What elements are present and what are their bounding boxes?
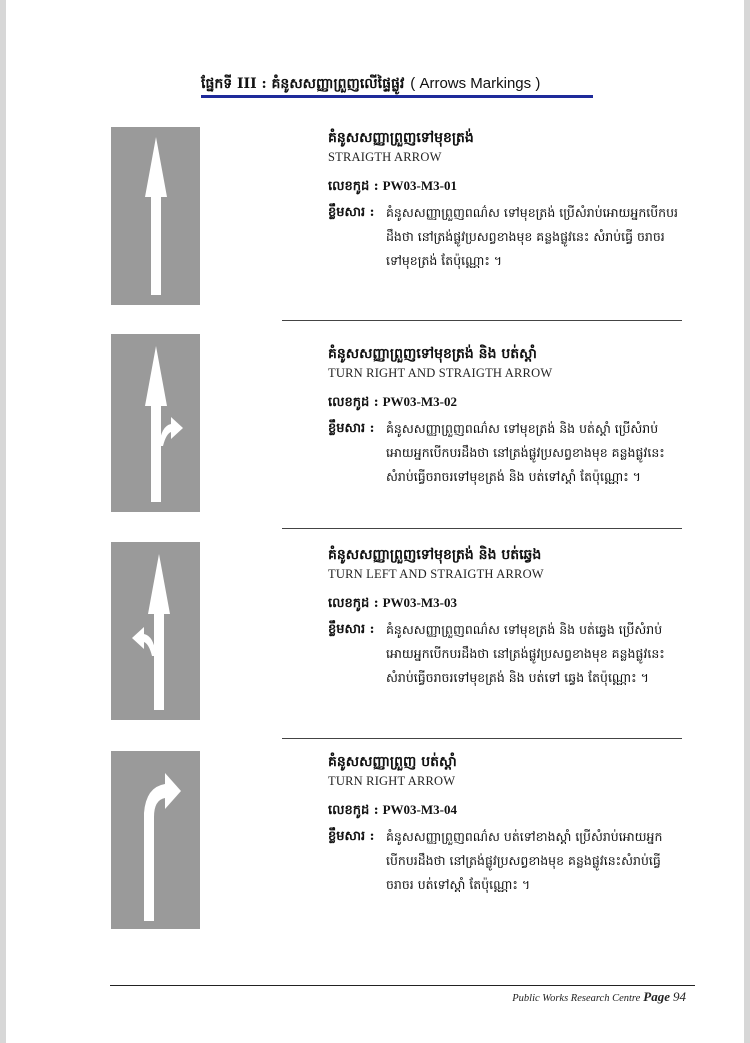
marking-tile-2	[111, 334, 200, 512]
marking-title-khmer: គំនូសសញ្ញាព្រួញទៅមុខត្រង់ និង បត់ឆ្វេង	[328, 547, 542, 563]
marking-title-khmer: គំនូសសញ្ញាព្រួញ បត់ស្តាំ	[328, 754, 457, 770]
meaning-label: ខ្លឹមសារ :	[328, 421, 375, 436]
marking-tile-3	[111, 542, 200, 720]
meaning-label: ខ្លឹមសារ :	[328, 829, 375, 844]
document-page	[6, 0, 744, 1043]
marking-title-khmer: គំនូសសញ្ញាព្រួញទៅមុខត្រង់	[328, 130, 474, 146]
marking-title-english: TURN RIGHT ARROW	[328, 774, 456, 788]
right-turn-arrow-icon	[111, 751, 200, 929]
marking-meaning-row	[328, 825, 688, 897]
code-label: លេខកូដ :	[328, 395, 379, 410]
marking-code-row	[328, 392, 688, 413]
marking-tile-1	[111, 127, 200, 305]
section-divider	[282, 528, 682, 529]
marking-code: PW03-M3-01	[382, 178, 457, 193]
marking-meaning: គំនូសសញ្ញាព្រួញពណ៌ស បត់ទៅខាងស្តាំ ប្រើសំរាប់អោយអ្នកបើកបរដឹងថា នៅត្រង់ផ្លូវប្រសព្វខាងមុខ គន្លងផ្លូវនេះសំរាប់ធ្វើចរាចរ បត់ទៅស្តាំ តែប៉ុណ្ណោះ ។	[386, 829, 663, 892]
marking-code: PW03-M3-03	[382, 595, 457, 610]
marking-text-1	[328, 128, 688, 273]
marking-title-english: TURN RIGHT AND STRAIGTH ARROW	[328, 366, 553, 380]
section-divider	[282, 738, 682, 739]
section-title	[201, 74, 540, 95]
section-title-english: ( Arrows Markings )	[410, 75, 541, 92]
header-underline	[201, 95, 593, 98]
marking-code: PW03-M3-02	[382, 394, 457, 409]
section-header	[201, 70, 593, 98]
marking-meaning: គំនូសសញ្ញាព្រួញពណ៌ស ទៅមុខត្រង់ ប្រើសំរាប់អោយអ្នកបើកបរដឹងថា នៅត្រង់ផ្លូវប្រសព្វខាងមុខ គន្លងផ្លូវនេះ សំរាប់ធ្វើ ចរាចរទៅមុខត្រង់ តែប៉ុណ្ណោះ ។	[386, 205, 679, 268]
marking-text-3	[328, 545, 688, 690]
footer-organization: Public Works Research Centre	[512, 993, 641, 1004]
marking-text-2	[328, 344, 688, 489]
code-label: លេខកូដ :	[328, 596, 379, 611]
marking-code-row	[328, 176, 688, 197]
marking-meaning-row	[328, 201, 688, 273]
straight-and-left-arrow-icon	[111, 542, 200, 720]
code-label: លេខកូដ :	[328, 803, 379, 818]
marking-code-row	[328, 800, 688, 821]
footer-rule	[110, 985, 695, 986]
footer-page-label: Page	[643, 989, 670, 1004]
marking-code: PW03-M3-04	[382, 802, 457, 817]
marking-meaning-row	[328, 417, 688, 489]
page-number: 94	[673, 989, 686, 1004]
marking-meaning-row	[328, 618, 688, 690]
marking-text-4	[328, 752, 688, 897]
marking-title-english: STRAIGTH ARROW	[328, 150, 442, 164]
straight-and-right-arrow-icon	[111, 334, 200, 512]
code-label: លេខកូដ :	[328, 179, 379, 194]
page-footer	[512, 988, 686, 1006]
marking-tile-4	[111, 751, 200, 929]
marking-title-english: TURN LEFT AND STRAIGTH ARROW	[328, 567, 544, 581]
meaning-label: ខ្លឹមសារ :	[328, 205, 375, 220]
marking-meaning: គំនូសសញ្ញាព្រួញពណ៌ស ទៅមុខត្រង់ និង បត់ឆ្វេង ប្រើសំរាប់អោយអ្នកបើកបរដឹងថា នៅត្រង់ផ្លូវប្រសព្វខាងមុខ គន្លងផ្លូវនេះសំរាប់ធ្វើចរាចរទៅមុខត្រង់ និង បត់ទៅ ឆ្វេង តែប៉ុណ្ណោះ ។	[386, 622, 665, 685]
section-title-khmer: ផ្នែកទី III : គំនូសសញ្ញាព្រួញលើផ្ទៃផ្លូវ	[201, 76, 405, 92]
marking-title-khmer: គំនូសសញ្ញាព្រួញទៅមុខត្រង់ និង បត់ស្តាំ	[328, 346, 537, 362]
meaning-label: ខ្លឹមសារ :	[328, 622, 375, 637]
marking-code-row	[328, 593, 688, 614]
section-divider	[282, 320, 682, 321]
straight-arrow-icon	[111, 127, 200, 305]
marking-meaning: គំនូសសញ្ញាព្រួញពណ៌ស ទៅមុខត្រង់ និង បត់ស្តាំ ប្រើសំរាប់អោយអ្នកបើកបរដឹងថា នៅត្រង់ផ្លូវប្រសព្វខាងមុខ គន្លងផ្លូវនេះសំរាប់ធ្វើចរាចរទៅមុខត្រង់ និង បត់ទៅស្តាំ តែប៉ុណ្ណោះ ។	[386, 421, 665, 484]
